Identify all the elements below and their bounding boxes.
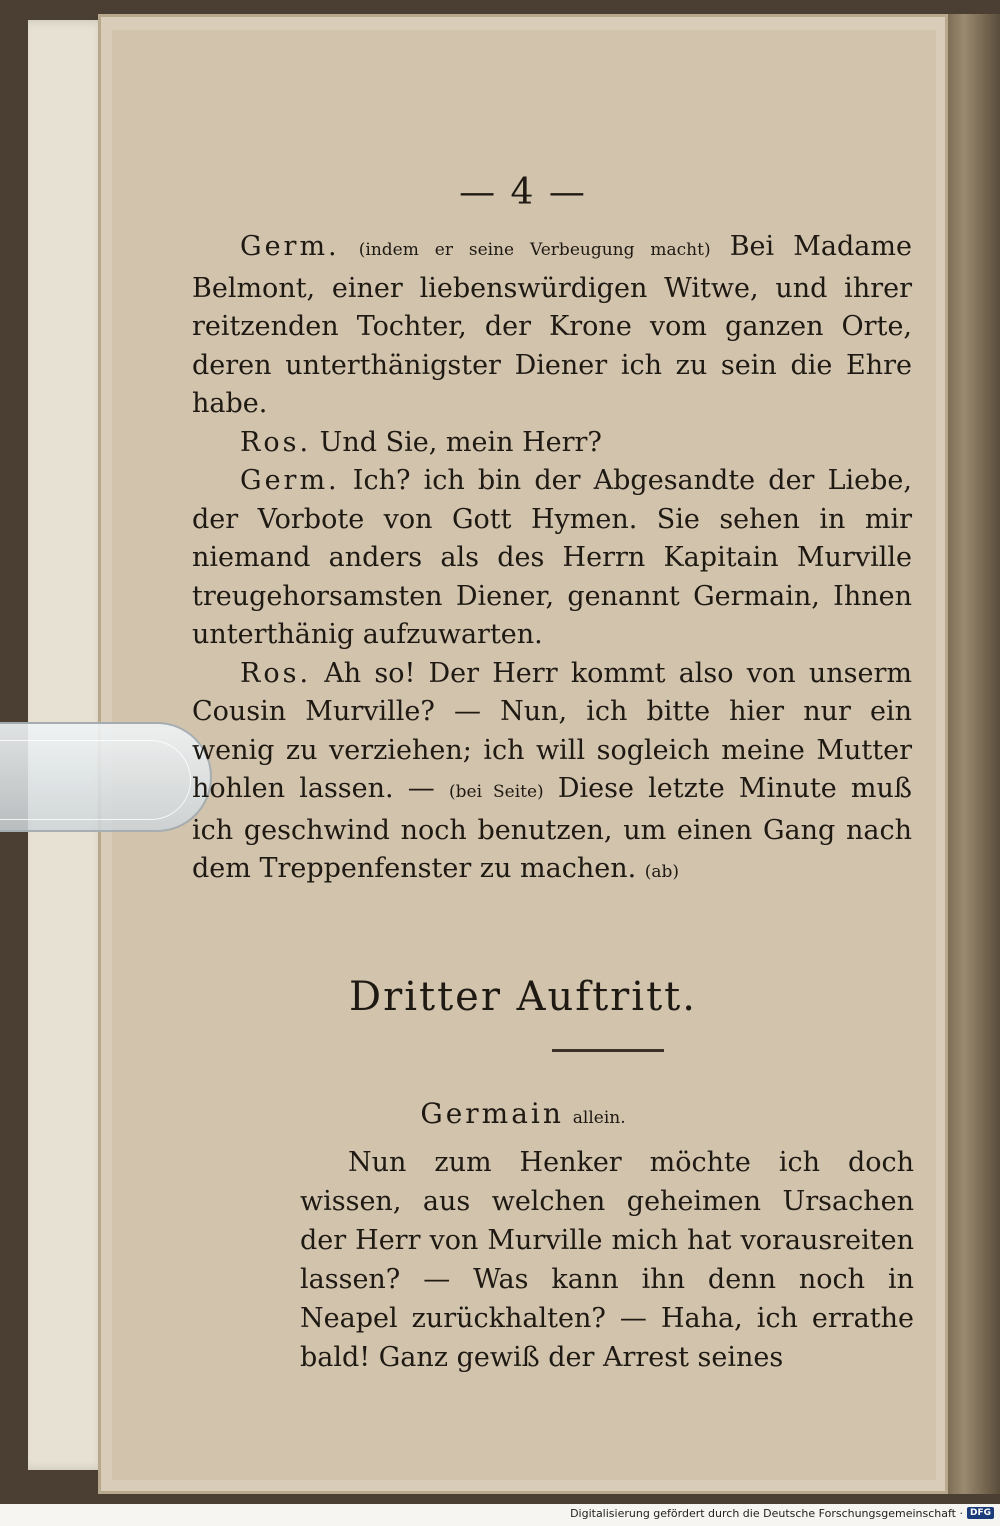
footer-text: Digitalisierung gefördert durch die Deutsche Forschungsgemeinschaft · bbox=[570, 1506, 963, 1520]
dfg-logo-icon: DFG bbox=[967, 1507, 994, 1519]
speech-text: Und Sie, mein Herr? bbox=[319, 426, 602, 458]
speaker: Ros. bbox=[240, 426, 312, 458]
speech-text: Bei Madame Belmont, einer liebenswürdigen Witwe, und ihrer reitzenden Tochter, der Krone vom ganzen Orte, deren unterthänigster Diener ich zu sein die Ehre habe. bbox=[192, 231, 912, 419]
speech-text: Diese letzte Minute muß ich geschwind noch benutzen, um einen Gang nach dem Treppenfenster zu machen. bbox=[192, 773, 912, 884]
stage-direction: (indem er seine Verbeugung macht) bbox=[358, 240, 711, 260]
scene-heading: Dritter Auftritt. bbox=[349, 974, 697, 1020]
monologue-block bbox=[300, 1143, 914, 1377]
speech-4 bbox=[192, 655, 912, 892]
speech-3 bbox=[192, 462, 912, 655]
stage-direction: (bei Seite) bbox=[449, 782, 544, 802]
dialogue-block bbox=[192, 228, 912, 892]
speech-1 bbox=[192, 228, 912, 424]
book-edge bbox=[940, 14, 1000, 1494]
divider-rule bbox=[552, 1049, 664, 1052]
speech-text: Ah so! Der Herr kommt also von unserm Cousin Murville? — Nun, ich bitte hier nur ein wenig zu verziehen; ich will sogleich meine Mutter hohlen lassen. — bbox=[192, 657, 912, 804]
speaker: Germ. bbox=[240, 231, 340, 262]
page-clip-tab bbox=[0, 722, 212, 832]
speech-text: Ich? ich bin der Abgesandte der Liebe, der Vorbote von Gott Hymen. Sie sehen in mir niemand anders als des Herrn Kapitain Murville treugehorsamsten Diener, genannt Germain, Ihnen unterthänig aufzuwarten. bbox=[192, 465, 912, 650]
exit-direction: (ab) bbox=[644, 862, 680, 882]
character-name: Germain bbox=[420, 1097, 564, 1130]
character-note: allein. bbox=[572, 1108, 626, 1128]
speaker: Ros. bbox=[240, 657, 312, 689]
page-number: — 4 — bbox=[459, 172, 587, 213]
speaker: Germ. bbox=[240, 465, 340, 496]
speech-2 bbox=[192, 424, 912, 463]
footer-credit bbox=[570, 1504, 994, 1522]
character-line bbox=[98, 1097, 948, 1130]
monologue-text: Nun zum Henker möchte ich doch wissen, aus welchen geheimen Ursachen der Herr von Murville mich hat vorausreiten lassen? — Was kann ihn denn noch in Neapel zurückhalten? — Haha, ich errathe bald! Ganz gewiß der Arrest seines bbox=[300, 1147, 914, 1373]
